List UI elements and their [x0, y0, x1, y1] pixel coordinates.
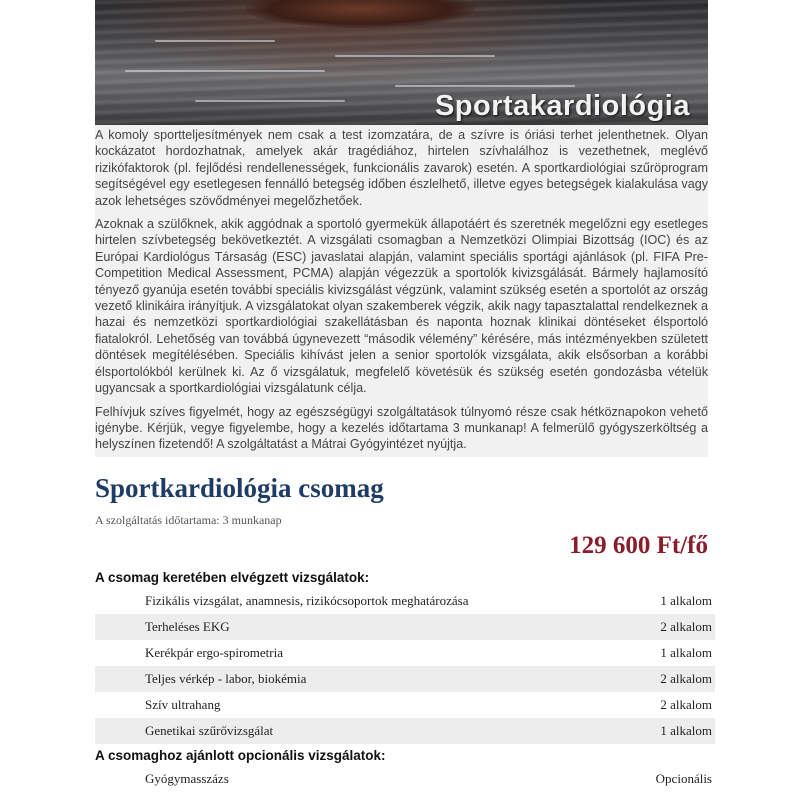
table-row [95, 666, 715, 692]
test-quantity: Opcionális [655, 770, 712, 786]
optional-tests-table [95, 766, 715, 792]
test-name: Fizikális vizsgálat, anamnesis, rizikócsoportok meghatározása [145, 592, 469, 608]
included-tests-table [95, 588, 715, 744]
test-quantity: 1 alkalom [660, 592, 712, 608]
water-ripple [335, 55, 495, 57]
included-tests-heading: A csomag keretében elvégzett vizsgálatok: [95, 569, 370, 585]
package-duration: A szolgáltatás időtartama: 3 munkanap [95, 512, 282, 527]
package-title: Sportkardiológia csomag [95, 472, 384, 503]
intro-paragraph: Felhívjuk szíves figyelmét, hogy az egészségügyi szolgáltatások túlnyomó része csak hétköznapokon vehető igénybe. Kérjük, vegye figyelembe, hogy a kezelés időtartama 3 munkanap! A felmerülő gyógyszerköltség a helyszínen fizetendő! A szolgáltatást a Mátrai Gyógyintézet nyújtja. [95, 404, 708, 452]
page [95, 0, 712, 792]
test-quantity: 1 alkalom [660, 722, 712, 738]
intro-paragraph: A komoly sportteljesítmények nem csak a test izomzatára, de a szívre is óriási terhet jelenthetnek. Olyan kockázatot hordozhatnak, amelyek akár tragédiához, hirtelen szívhalálhoz is vezethetnek, meglévő rizikófaktorok (pl. fejlődési rendellenességek, funkcionális zavarok) esetén. A sportkardiológiai szűröprogram segítségével egy esetlegesen fennálló betegség időben észlelhető, illetve egyes betegségek kialakulása vagy azok lehetséges szövődményei megelőzhetőek. [95, 128, 708, 208]
test-name: Kerékpár ergo-spirometria [145, 644, 284, 660]
swimmer-photo [245, 0, 475, 28]
test-quantity: 2 alkalom [660, 696, 712, 712]
water-ripple [125, 70, 325, 72]
table-row [95, 766, 715, 792]
table-row [95, 640, 715, 666]
test-quantity: 2 alkalom [660, 618, 712, 634]
package-price: 129 600 Ft/fő [569, 531, 708, 559]
water-ripple [395, 85, 575, 87]
test-name: Szív ultrahang [145, 696, 221, 712]
banner-title: Sportakardiológia [434, 90, 690, 122]
test-name: Teljes vérkép - labor, biokémia [145, 670, 307, 686]
water-ripple [155, 40, 275, 42]
table-row [95, 692, 715, 718]
header-banner-image [95, 0, 708, 125]
optional-tests-heading: A csomaghoz ajánlott opcionális vizsgálatok: [95, 747, 386, 763]
intro-paragraph: Azoknak a szülőknek, akik aggódnak a sportoló gyermekük állapotáért és szeretnék megelőzni egy esetleges hirtelen szívbetegség bekövetkeztét. A vizsgálati csomagban a Nemzetközi Olimpiai Bizottság (IOC) és az Európai Kardiológus Társaság (ESC) javaslatai alapján, valamint speciális sportági ajánlások (pl. FIFA Pre-Competition Medical Assessment, PCMA) alapján végezzük a sportolók kivizsgálását. Bármely hajlamosító tényező gyanúja esetén további speciális kivizsgálást végzünk, valamint szükség esetén a sportolót az ország vezető klinikáira irányítjuk. A vizsgálatokat olyan szakemberek végzik, akik nagy tapasztalattal rendelkeznek a hazai és nemzetközi sportkardiológiai szakellátásban és naponta hoznak klinikai döntéseket élsportoló fiatalokról. Lehetőség van továbbá úgynevezett “második vélemény” kérésére, más intézményekben született döntések megítélésében. Speciális kihívást jelen a senior sportolók vizsgálata, akik elsősorban a korábbi élsportolókból kerülnek ki. Az ő vizsgálatuk, megfelelő követésük és szükség esetén gondozásba vételük ugyancsak a sportkardiológiai vizsgálatunk célja. [95, 217, 708, 396]
table-row [95, 614, 715, 640]
test-name: Terheléses EKG [145, 618, 230, 634]
intro-text-block [95, 125, 708, 457]
water-ripple [195, 100, 345, 102]
table-row [95, 718, 715, 744]
test-name: Genetikai szűrővizsgálat [145, 722, 274, 738]
test-name: Gyógymasszázs [145, 770, 229, 786]
test-quantity: 2 alkalom [660, 670, 712, 686]
table-row [95, 588, 715, 614]
test-quantity: 1 alkalom [660, 644, 712, 660]
